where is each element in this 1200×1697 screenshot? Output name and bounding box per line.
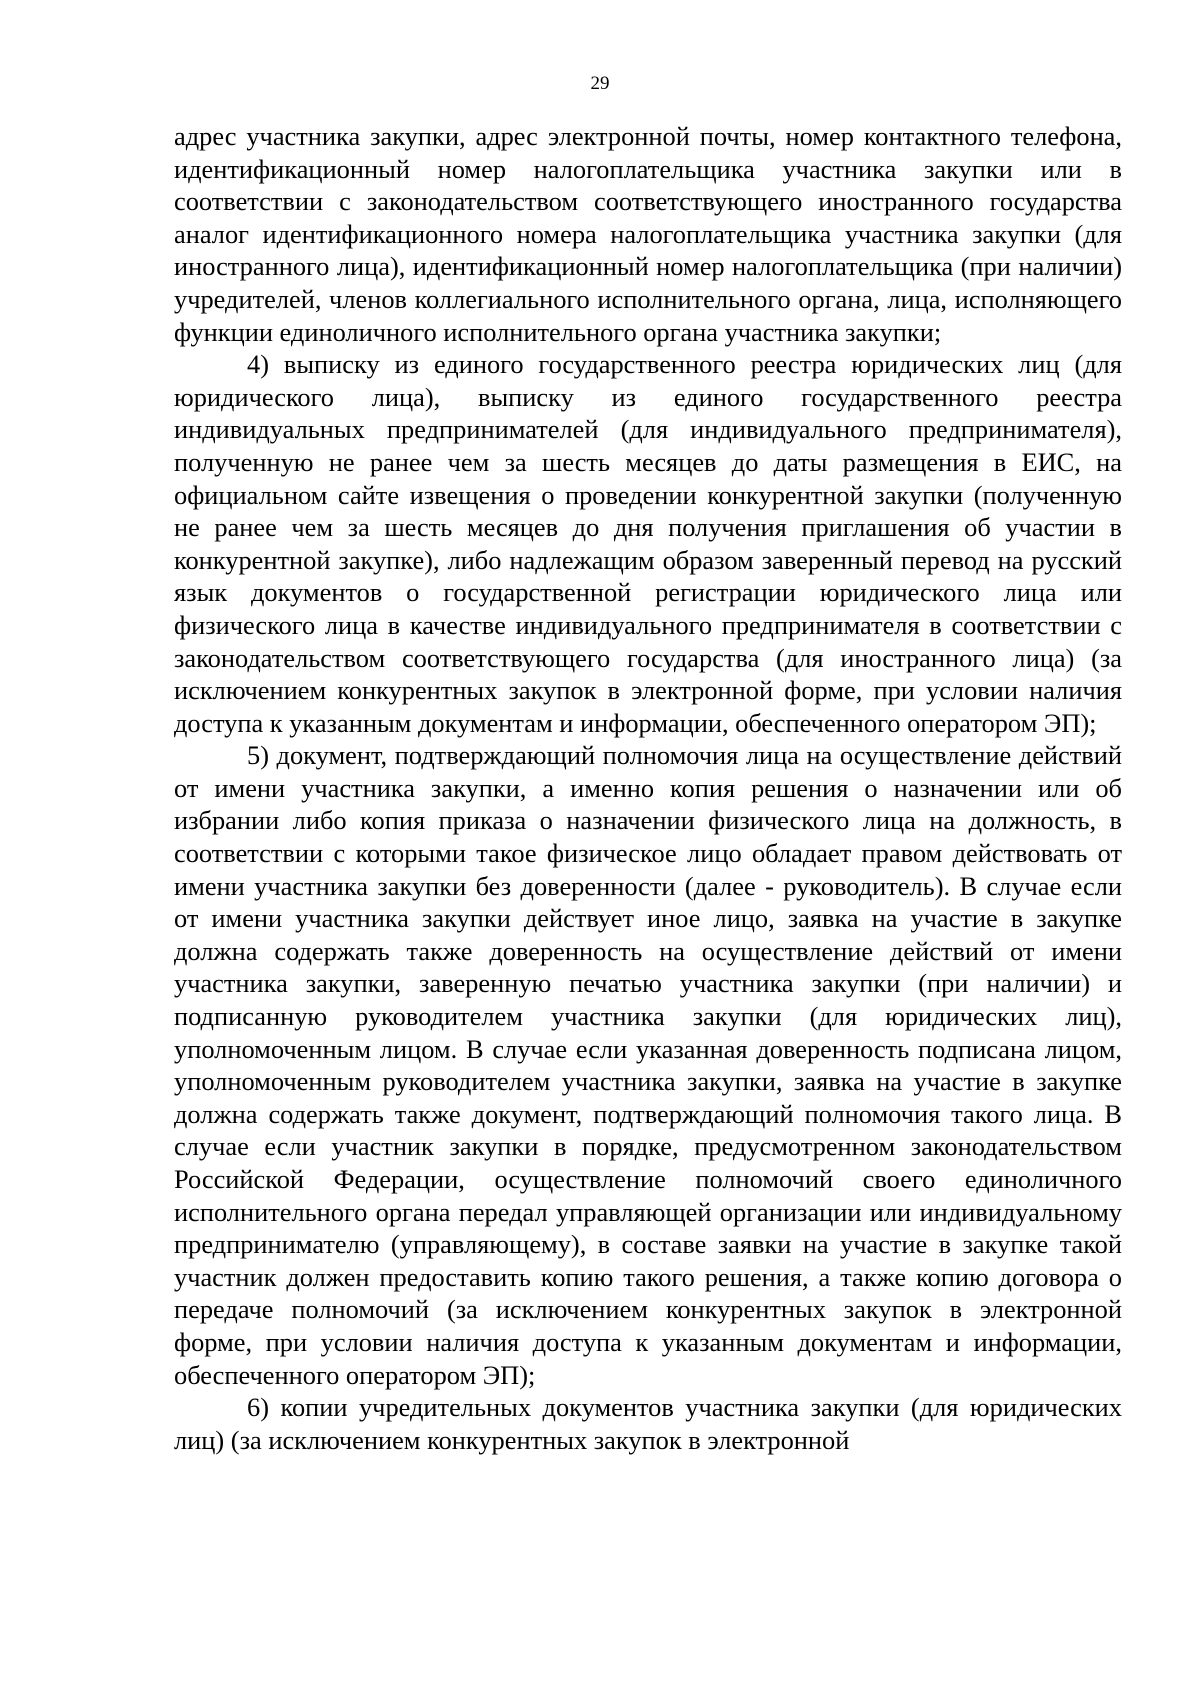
paragraph-item-5-authority-document: 5) документ, подтверждающий полномочия лица на осуществление действий от имени участника закупки, а именно копия решения о назначении или об избрании либо копия приказа о назначении физического лица на должность, в соответствии с которыми такое физическое лицо обладает правом действовать от имени участника закупки без доверенности (далее - руководитель). В случае если от имени участника закупки действует иное лицо, заявка на участие в закупке должна содержать также доверенность на осуществление действий от имени участника закупки, заверенную печатью участника закупки (при наличии) и подписанную руководителем участника закупки (для юридических лиц), уполномоченным лицом. В случае если указанная доверенность подписана лицом, уполномоченным руководителем участника закупки, заявка на участие в закупке должна содержать также документ, подтверждающий полномочия такого лица. В случае если участник закупки в порядке, предусмотренном законодательством Российской Федерации, осуществление полномочий своего единоличного исполнительного органа передал управляющей организации или индивидуальному предпринимателю (управляющему), в составе заявки на участие в закупке такой участник должен предоставить копию такого решения, а также копию договора о передаче полномочий (за исключением конкурентных закупок в электронной форме, при условии наличия доступа к указанным документам и информации, обеспеченного оператором ЭП); [174,740,1122,1390]
paragraph-item-6-founding-documents: 6) копии учредительных документов участника закупки (для юридических лиц) (за исключением конкурентных закупок в электронной [174,1392,1122,1455]
page-number: 29 [590,73,610,94]
paragraph-item-4-registry-extract: 4) выписку из единого государственного реестра юридических лиц (для юридического лица), выписку из единого государственного реестра индивидуальных предпринимателей (для индивидуального предпринимателя), полученную не ранее чем за шесть месяцев до даты размещения в ЕИС, на официальном сайте извещения о проведении конкурентной закупки (полученную не ранее чем за шесть месяцев до дня получения приглашения об участии в конкурентной закупке), либо надлежащим образом заверенный перевод на русский язык документов о государственной регистрации юридического лица или физического лица в качестве индивидуального предпринимателя в соответствии с законодательством соответствующего государства (для иностранного лица) (за исключением конкурентных закупок в электронной форме, при условии наличия доступа к указанным документам и информации, обеспеченного оператором ЭП); [174,349,1122,738]
document-body [174,120,1122,1456]
paragraph-participant-details: адрес участника закупки, адрес электронной почты, номер контактного телефона, идентификационный номер налогоплательщика участника закупки или в соответствии с законодательством соответствующего иностранного государства аналог идентификационного номера налогоплательщика участника закупки (для иностранного лица), идентификационный номер налогоплательщика (при наличии) учредителей, членов коллегиального исполнительного органа, лица, исполняющего функции единоличного исполнительного органа участника закупки; [174,121,1122,347]
